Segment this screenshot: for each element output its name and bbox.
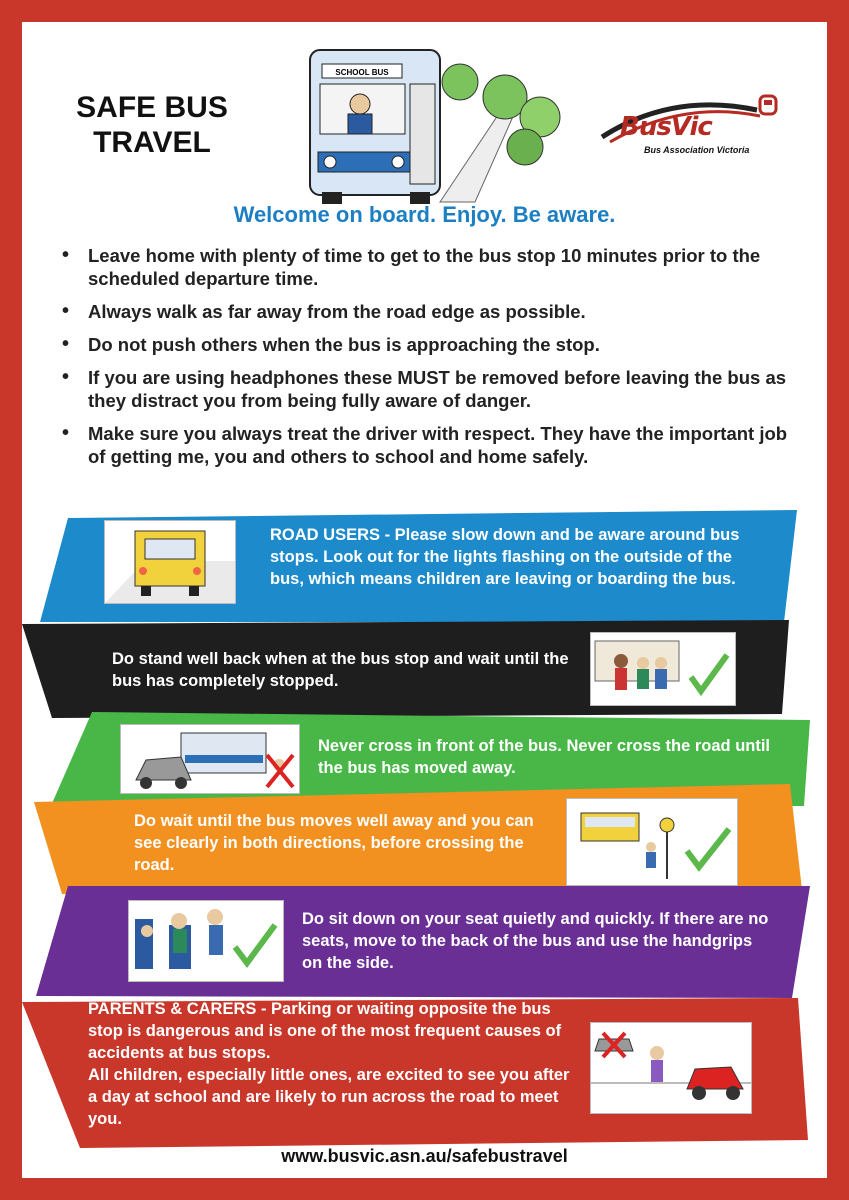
parents-lead: PARENTS & CARERS xyxy=(88,1000,257,1018)
poster xyxy=(22,22,827,1178)
safety-bullet-list xyxy=(62,244,802,478)
bullet-item: • If you are using headphones these MUST be removed before leaving the bus as they distract you from being fully aware of danger. xyxy=(62,366,802,412)
sit-down-band xyxy=(22,886,827,998)
poster-title xyxy=(62,90,242,160)
bullet-item: • Always walk as far away from the road edge as possible. xyxy=(62,300,802,323)
bus-stop-queue-illustration xyxy=(590,632,736,706)
bus-lights-illustration xyxy=(104,520,236,604)
wait-band xyxy=(22,784,827,894)
child-crossing-road-illustration xyxy=(590,1022,752,1114)
road-users-band xyxy=(22,510,827,622)
road-users-lead: ROAD USERS xyxy=(270,526,381,544)
parents-text xyxy=(88,998,578,1130)
busvic-logo xyxy=(582,92,782,162)
logo-subtitle: Bus Association Victoria xyxy=(644,145,750,155)
bullet-item: • Make sure you always treat the driver with respect. They have the important job of getting me, you and others to school and home safely. xyxy=(62,422,802,468)
website-url[interactable]: www.busvic.asn.au/safebustravel xyxy=(281,1146,568,1166)
tagline: Welcome on board. Enjoy. Be aware. xyxy=(233,202,616,227)
title-line-2: TRAVEL xyxy=(93,126,211,159)
bus-sign: SCHOOL BUS xyxy=(335,68,389,77)
title-line-1: SAFE BUS xyxy=(76,91,228,124)
road-users-text xyxy=(270,524,770,590)
bullet-item: • Do not push others when the bus is approaching the stop. xyxy=(62,333,802,356)
bullet-item: • Leave home with plenty of time to get to the bus stop 10 minutes prior to the scheduled departure time. xyxy=(62,244,802,290)
parents-body: - Parking or waiting opposite the bus stop is dangerous and is one of the most frequent causes of accidents at bus stops. xyxy=(88,1000,562,1062)
never-cross-text: Never cross in front of the bus. Never cross the road until the bus has moved away. xyxy=(318,737,771,777)
seated-children-illustration xyxy=(128,900,284,982)
logo-brand: BusVic xyxy=(620,112,712,142)
parents-body-2: All children, especially little ones, are excited to see you after a day at school and are likely to run across the road to meet you. xyxy=(88,1066,570,1128)
road-users-body: - Please slow down and be aware around bus stops. Look out for the lights flashing on the outside of the bus, which means children are leaving or boarding the bus. xyxy=(270,526,740,588)
parents-band xyxy=(22,988,827,1148)
wait-text: Do wait until the bus moves well away and you can see clearly in both directions, before crossing the road. xyxy=(134,812,534,874)
bus-moving-away-illustration xyxy=(566,798,738,886)
school-bus-illustration xyxy=(270,42,570,207)
stand-back-band xyxy=(22,620,827,718)
sit-down-text: Do sit down on your seat quietly and quickly. If there are no seats, move to the back of the bus and use the handgrips on the side. xyxy=(302,910,769,972)
stand-back-text: Do stand well back when at the bus stop and wait until the bus has completely stopped. xyxy=(112,650,569,690)
